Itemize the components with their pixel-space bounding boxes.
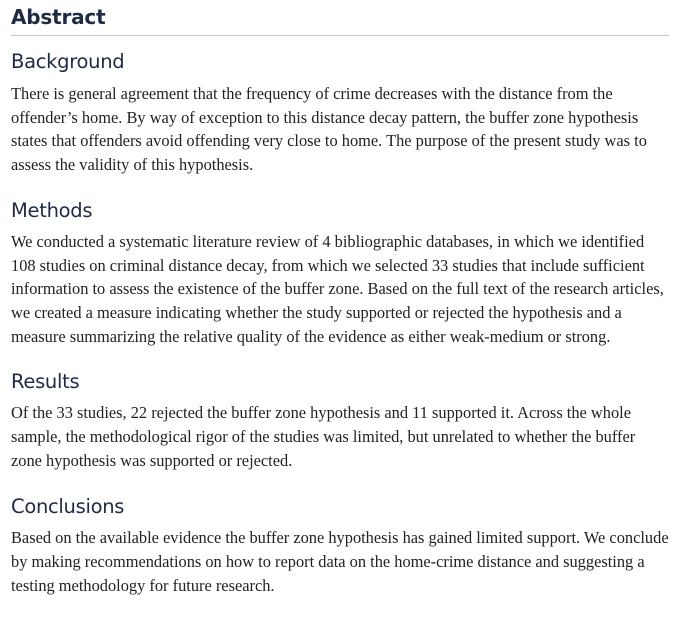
section-text-methods: We conducted a systematic literature review of 4 bibliographic databases, in which we identified 108 studies on criminal distance decay, from which we selected 33 studies that include sufficient information to assess the existence of the buffer zone. Based on the full text of the research articles, we created a measure indicating whether the study supported or rejected the hypothesis and a measure summarizing the relative quality of the evidence as either weak-medium or strong. xyxy=(11,231,664,346)
section-text-conclusions: Based on the available evidence the buffer zone hypothesis has gained limited support. We conclude by making recommendations on how to report data on the home-crime distance and suggesting a testing methodology for future research. xyxy=(11,528,669,595)
abstract xyxy=(11,0,669,598)
section-text-results: Of the 33 studies, 22 rejected the buffer zone hypothesis and 11 supported it. Across the whole sample, the methodological rigor of the studies was limited, but unrelated to whether the buffer zone hypothesis was supported or rejected. xyxy=(11,403,636,470)
section-text-background: There is general agreement that the frequency of crime decreases with the distance from the offender’s home. By way of exception to this distance decay pattern, the buffer zone hypothesis states that offenders avoid offending very close to home. The purpose of the present study was to assess the validity of this hypothesis. xyxy=(11,84,647,175)
section-background xyxy=(11,49,669,177)
section-heading-methods: Methods xyxy=(11,198,93,222)
section-heading-background: Background xyxy=(11,50,125,73)
section-results xyxy=(11,369,669,472)
abstract-title: Abstract xyxy=(11,0,669,36)
section-methods xyxy=(11,198,669,349)
section-heading-conclusions: Conclusions xyxy=(11,495,125,519)
section-heading-results: Results xyxy=(11,370,80,394)
section-conclusions xyxy=(11,494,669,597)
